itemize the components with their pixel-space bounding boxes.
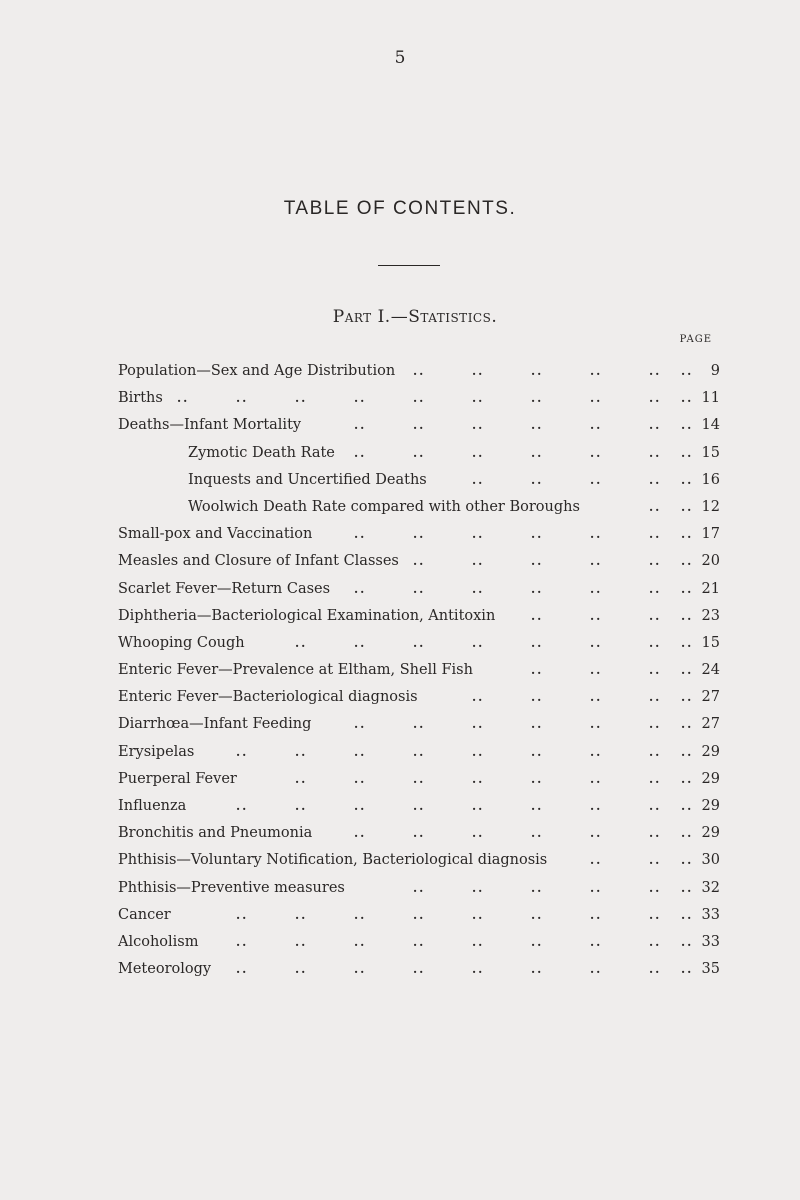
leader-dots: ․․ (649, 472, 662, 487)
leader-dots: ․․ (413, 635, 426, 650)
leader-dots: ․․ (472, 472, 485, 487)
leader-dots: ․․ (590, 799, 603, 813)
leader-dots: ․․ (590, 445, 603, 460)
leader-dots: ․․ (354, 635, 367, 650)
toc-entry-title: Puerperal Fever (118, 770, 237, 787)
leader-dots: ․․ (472, 880, 485, 895)
leader-dots: ․․ (236, 391, 249, 406)
leader-dots: ․․ (681, 364, 694, 378)
toc-entry (118, 956, 720, 983)
toc-entry-title: Inquests and Uncertified Deaths (188, 471, 427, 488)
leader-dots: ․․ (681, 880, 694, 895)
leader-dots: ․․ (295, 744, 308, 759)
leader-dots: ․․ (531, 608, 544, 623)
toc-entry (118, 739, 720, 766)
leader-dots: ․․ (531, 717, 544, 732)
toc-entry-title: Alcoholism (118, 933, 199, 950)
leader-dots: ․․ (681, 635, 694, 650)
dot-leaders (118, 385, 720, 412)
leader-dots: ․․ (590, 690, 603, 705)
leader-dots: ․․ (295, 799, 308, 813)
toc-entry (118, 875, 720, 902)
leader-dots: ․․ (590, 472, 603, 487)
leader-dots: ․․ (472, 744, 485, 759)
toc-entry-title: Erysipelas (118, 743, 195, 760)
leader-dots: ․․ (472, 554, 485, 569)
toc-entry-title: Meteorology (118, 961, 212, 978)
leader-dots: ․․ (354, 799, 367, 813)
toc-entry (118, 467, 720, 494)
leader-dots: ․․ (590, 581, 603, 596)
leader-dots: ․․ (531, 445, 544, 460)
leader-dots: ․․ (531, 581, 544, 596)
leader-dots: ․․ (354, 581, 367, 596)
leader-dots: ․․ (590, 418, 603, 433)
leader-dots: ․․ (531, 962, 544, 977)
leader-dots: ․․ (236, 962, 249, 977)
leader-dots: ․․ (413, 581, 426, 596)
leader-dots: ․․ (413, 717, 426, 732)
dot-leaders (118, 739, 720, 766)
leader-dots: ․․ (472, 364, 485, 378)
leader-dots: ․․ (472, 717, 485, 732)
leader-dots: ․․ (590, 771, 603, 786)
leader-dots: ․․ (354, 445, 367, 460)
leader-dots: ․․ (681, 608, 694, 623)
toc-entry (118, 793, 720, 820)
leader-dots: ․․ (590, 608, 603, 623)
leader-dots: ․․ (649, 853, 662, 868)
toc-entry-title: Diarrhœa—Infant Feeding (118, 716, 312, 733)
toc-entry-page: 20 (701, 553, 720, 570)
toc-entry (118, 548, 720, 575)
leader-dots: ․․ (413, 934, 426, 949)
leader-dots: ․․ (295, 962, 308, 977)
toc-entry-title: Zymotic Death Rate (188, 444, 335, 461)
leader-dots: ․․ (649, 391, 662, 406)
leader-dots: ․․ (649, 499, 662, 514)
toc-entry (118, 657, 720, 684)
leader-dots: ․․ (413, 527, 426, 542)
leader-dots: ․․ (590, 364, 603, 378)
leader-dots: ․․ (177, 391, 190, 406)
leader-dots: ․․ (649, 554, 662, 569)
leader-dots: ․․ (649, 799, 662, 813)
leader-dots: ․․ (681, 527, 694, 542)
leader-dots: ․․ (413, 445, 426, 460)
leader-dots: ․․ (531, 418, 544, 433)
leader-dots: ․․ (649, 826, 662, 841)
leader-dots: ․․ (354, 527, 367, 542)
leader-dots: ․․ (590, 826, 603, 841)
leader-dots: ․․ (590, 907, 603, 922)
toc-entry-title: Phthisis—Preventive measures (118, 879, 345, 896)
leader-dots: ․․ (413, 744, 426, 759)
toc-entry-title: Small-pox and Vaccination (118, 526, 313, 543)
toc-entry-title: Measles and Closure of Infant Classes (118, 553, 399, 570)
leader-dots: ․․ (472, 799, 485, 813)
leader-dots: ․․ (649, 690, 662, 705)
leader-dots: ․․ (531, 391, 544, 406)
toc-entry-page: 17 (701, 526, 720, 543)
leader-dots: ․․ (649, 771, 662, 786)
leader-dots: ․․ (681, 554, 694, 569)
leader-dots: ․․ (472, 527, 485, 542)
toc-entry-page: 27 (701, 689, 720, 706)
toc-entry-title: Woolwich Death Rate compared with other Boroughs (188, 498, 580, 515)
toc-entry-page: 12 (701, 498, 720, 515)
toc-entry-title: Births (118, 390, 163, 407)
leader-dots: ․․ (354, 717, 367, 732)
leader-dots: ․․ (472, 826, 485, 841)
leader-dots: ․․ (354, 391, 367, 406)
leader-dots: ․․ (681, 771, 694, 786)
leader-dots: ․․ (531, 527, 544, 542)
page-column-label: PAGE (679, 334, 712, 345)
toc-entry-title: Influenza (118, 798, 187, 814)
dot-leaders (118, 793, 720, 820)
toc-entry-page: 29 (701, 743, 720, 760)
leader-dots: ․․ (681, 826, 694, 841)
leader-dots: ․․ (649, 527, 662, 542)
leader-dots: ․․ (531, 364, 544, 378)
toc-entry-page: 27 (701, 716, 720, 733)
toc-entry (118, 711, 720, 738)
toc-entry-page: 30 (701, 852, 720, 869)
toc-entry-page: 15 (701, 444, 720, 461)
leader-dots: ․․ (681, 472, 694, 487)
leader-dots: ․․ (649, 907, 662, 922)
leader-dots: ․․ (590, 635, 603, 650)
leader-dots: ․․ (649, 364, 662, 378)
toc-entry-page: 33 (701, 906, 720, 923)
leader-dots: ․․ (413, 907, 426, 922)
toc-entry (118, 440, 720, 467)
toc-entry-page: 35 (701, 961, 720, 978)
leader-dots: ․․ (531, 663, 544, 678)
leader-dots: ․․ (472, 771, 485, 786)
leader-dots: ․․ (413, 418, 426, 433)
leader-dots: ․․ (531, 472, 544, 487)
leader-dots: ․․ (413, 771, 426, 786)
toc-entry-page: 14 (701, 417, 720, 434)
dot-leaders (118, 929, 720, 956)
leader-dots: ․․ (295, 907, 308, 922)
leader-dots: ․․ (472, 581, 485, 596)
toc-entry-page: 21 (701, 580, 720, 597)
toc-entry-title: Phthisis—Voluntary Notification, Bacteriological diagnosis (118, 852, 548, 869)
leader-dots: ․․ (354, 907, 367, 922)
leader-dots: ․․ (649, 445, 662, 460)
toc-entry-title: Bronchitis and Pneumonia (118, 825, 313, 842)
leader-dots: ․․ (681, 853, 694, 868)
toc-entry (118, 494, 720, 521)
toc-entry-title: Deaths—Infant Mortality (118, 417, 302, 434)
leader-dots: ․․ (354, 771, 367, 786)
toc-entry (118, 820, 720, 847)
toc-entry-page: 32 (701, 879, 720, 896)
leader-dots: ․․ (531, 690, 544, 705)
leader-dots: ․․ (236, 799, 249, 813)
toc-entry-page: 9 (710, 363, 720, 379)
toc-entry-title: Enteric Fever—Prevalence at Eltham, Shell Fish (118, 662, 473, 679)
leader-dots: ․․ (354, 962, 367, 977)
leader-dots: ․․ (590, 554, 603, 569)
leader-dots: ․․ (531, 934, 544, 949)
toc-entry (118, 684, 720, 711)
leader-dots: ․․ (590, 663, 603, 678)
leader-dots: ․․ (681, 962, 694, 977)
leader-dots: ․․ (649, 418, 662, 433)
toc-entry-page: 29 (701, 798, 720, 814)
toc-entry (118, 630, 720, 657)
leader-dots: ․․ (354, 744, 367, 759)
leader-dots: ․․ (681, 445, 694, 460)
leader-dots: ․․ (681, 717, 694, 732)
leader-dots: ․․ (590, 962, 603, 977)
leader-dots: ․․ (472, 391, 485, 406)
leader-dots: ․․ (681, 499, 694, 514)
leader-dots: ․․ (354, 826, 367, 841)
leader-dots: ․․ (681, 663, 694, 678)
toc-entry (118, 358, 720, 385)
leader-dots: ․․ (531, 744, 544, 759)
toc-entry-title: Diphtheria—Bacteriological Examination, Antitoxin (118, 607, 496, 624)
leader-dots: ․․ (413, 880, 426, 895)
leader-dots: ․․ (681, 391, 694, 406)
leader-dots: ․․ (531, 554, 544, 569)
toc-entry-page: 11 (701, 390, 720, 407)
leader-dots: ․․ (236, 907, 249, 922)
leader-dots: ․․ (236, 744, 249, 759)
leader-dots: ․․ (413, 799, 426, 813)
leader-dots: ․․ (531, 880, 544, 895)
leader-dots: ․․ (531, 907, 544, 922)
leader-dots: ․․ (649, 962, 662, 977)
part-heading (0, 307, 800, 327)
leader-dots: ․․ (472, 934, 485, 949)
toc-entry-title: Cancer (118, 906, 171, 923)
toc-entry (118, 603, 720, 630)
leader-dots: ․․ (354, 934, 367, 949)
toc-entry-page: 33 (701, 933, 720, 950)
toc-entry (118, 412, 720, 439)
toc-entry-page: 29 (701, 825, 720, 842)
leader-dots: ․․ (413, 962, 426, 977)
title-divider (378, 265, 440, 266)
leader-dots: ․․ (649, 744, 662, 759)
leader-dots: ․․ (354, 418, 367, 433)
leader-dots: ․․ (413, 554, 426, 569)
leader-dots: ․․ (681, 744, 694, 759)
leader-dots: ․․ (531, 771, 544, 786)
leader-dots: ․․ (531, 799, 544, 813)
leader-dots: ․․ (590, 717, 603, 732)
toc-entry (118, 766, 720, 793)
leader-dots: ․․ (472, 690, 485, 705)
toc-entry (118, 847, 720, 874)
toc-entry-title: Population—Sex and Age Distribution (118, 363, 396, 379)
leader-dots: ․․ (681, 907, 694, 922)
leader-dots: ․․ (649, 663, 662, 678)
toc-entry-page: 29 (701, 770, 720, 787)
toc-entry (118, 929, 720, 956)
leader-dots: ․․ (649, 635, 662, 650)
leader-dots: ․․ (649, 934, 662, 949)
leader-dots: ․․ (472, 962, 485, 977)
leader-dots: ․․ (681, 799, 694, 813)
leader-dots: ․․ (590, 853, 603, 868)
toc-entry-title: Enteric Fever—Bacteriological diagnosis (118, 689, 418, 706)
leader-dots: ․․ (472, 418, 485, 433)
leader-dots: ․․ (681, 934, 694, 949)
toc-entry-title: Whooping Cough (118, 634, 245, 651)
toc-entry-page: 15 (701, 634, 720, 651)
toc-entry-page: 16 (701, 471, 720, 488)
leader-dots: ․․ (236, 934, 249, 949)
leader-dots: ․․ (649, 880, 662, 895)
toc-list (118, 358, 720, 983)
leader-dots: ․․ (295, 934, 308, 949)
leader-dots: ․․ (413, 826, 426, 841)
leader-dots: ․․ (413, 391, 426, 406)
part-label: Part I. (332, 307, 391, 327)
leader-dots: ․․ (649, 608, 662, 623)
document-title: TABLE OF CONTENTS. (283, 198, 517, 219)
leader-dots: ․․ (413, 364, 426, 378)
leader-dots: ․․ (472, 445, 485, 460)
toc-entry (118, 385, 720, 412)
toc-entry (118, 521, 720, 548)
toc-entry-page: 23 (701, 607, 720, 624)
leader-dots: ․․ (590, 391, 603, 406)
leader-dots: ․․ (590, 527, 603, 542)
leader-dots: ․․ (681, 690, 694, 705)
leader-dots: ․․ (590, 934, 603, 949)
page-number: 5 (394, 48, 406, 68)
leader-dots: ․․ (531, 635, 544, 650)
leader-dots: ․․ (295, 391, 308, 406)
leader-dots: ․․ (531, 826, 544, 841)
leader-dots: ․․ (649, 581, 662, 596)
toc-entry-page: 24 (701, 662, 720, 679)
toc-entry-title: Scarlet Fever—Return Cases (118, 580, 331, 597)
leader-dots: ․․ (472, 907, 485, 922)
leader-dots: ․․ (681, 418, 694, 433)
leader-dots: ․․ (295, 635, 308, 650)
leader-dots: ․․ (472, 635, 485, 650)
leader-dots: ․․ (590, 744, 603, 759)
toc-entry (118, 902, 720, 929)
dot-leaders (118, 902, 720, 929)
leader-dots: ․․ (681, 581, 694, 596)
leader-dots: ․․ (295, 771, 308, 786)
part-name: —Statistics. (390, 307, 498, 327)
toc-entry (118, 576, 720, 603)
leader-dots: ․․ (649, 717, 662, 732)
leader-dots: ․․ (590, 880, 603, 895)
